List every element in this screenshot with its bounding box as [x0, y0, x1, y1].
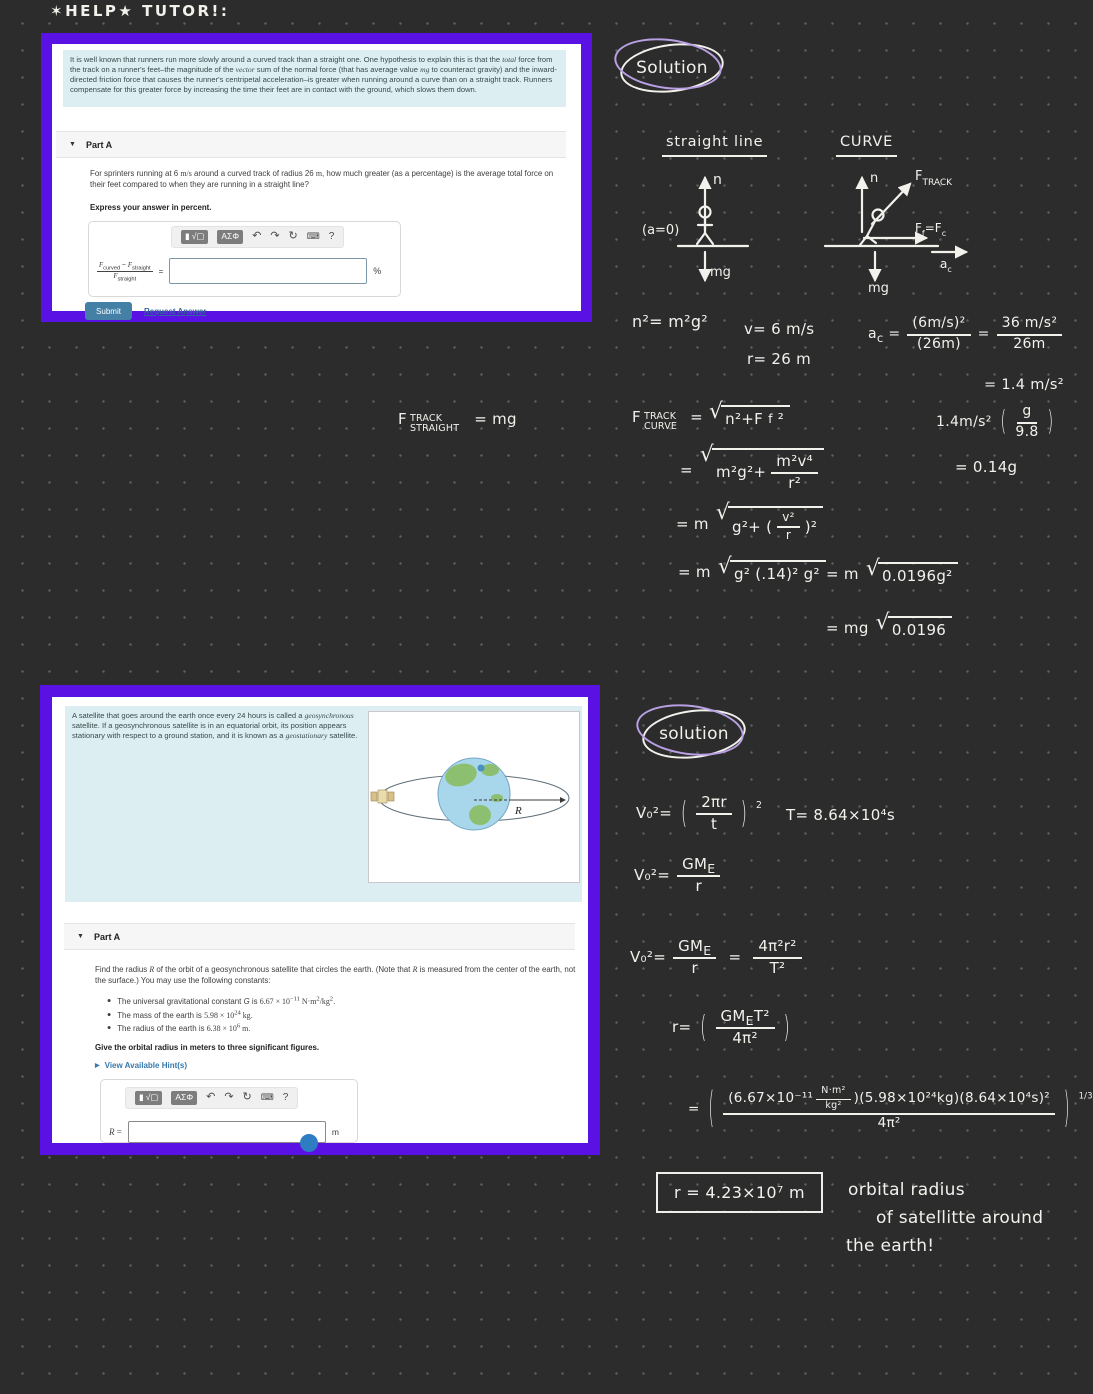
submit-button[interactable]: Submit	[85, 302, 132, 320]
answer-note-line3: the earth!	[846, 1236, 935, 1256]
problem2-answer-area	[100, 1079, 358, 1143]
cutoff-blue-circle	[300, 1134, 318, 1152]
collapse-triangle-icon[interactable]: ▼	[69, 141, 76, 148]
constants-list	[107, 997, 335, 1038]
meters-unit-label: m	[331, 1127, 339, 1137]
equals-sign: =	[158, 266, 164, 276]
filled-square-icon: ▮	[185, 231, 190, 241]
equation-templates-button[interactable]	[181, 230, 208, 244]
r-equals-label: R =	[109, 1127, 122, 1137]
list-item: ● The radius of the earth is $6.38 \times 10^6$ m.	[107, 1022, 251, 1033]
collapse-triangle-icon[interactable]: ▼	[77, 933, 84, 940]
f-track-curve-equation: F TRACK CURVE = √ n²+F f ²	[632, 402, 790, 432]
part-a-label: Part A	[93, 931, 121, 942]
earth-land	[491, 794, 503, 802]
a-equals-zero-label: (a=0)	[642, 223, 680, 238]
bullet-icon: ●	[107, 1024, 112, 1032]
root-template-icon: √▢	[191, 231, 205, 241]
solution1-circled-label: Solution	[620, 44, 724, 92]
equation-toolbar	[125, 1087, 298, 1109]
curve-derivation-line4a: = m √ g² (.14)² g²	[678, 560, 826, 583]
problem2-part-a-header[interactable]	[64, 923, 575, 950]
bullet-icon: ●	[107, 997, 112, 1005]
radius-label: R	[515, 805, 522, 817]
root-template-icon: √▢	[145, 1092, 159, 1102]
problem2-give-instruction: Give the orbital radius in meters to three significant figures.	[95, 1043, 320, 1052]
orbital-velocity-period-equation: V₀²= ( $\frac{2\pi r}{t}$ ) 2	[636, 793, 763, 833]
curve-free-body-diagram	[820, 162, 980, 297]
filled-square-icon: ▮	[139, 1092, 144, 1102]
n-squared-equation: n²= m²g²	[632, 312, 709, 331]
request-answer-link[interactable]: Request Answer	[144, 307, 207, 316]
curve-derivation-line3: = m √ g²+ ( $\frac{\text{v²}}{r}$ )²	[676, 506, 823, 543]
final-answer-box: r = 4.23×10⁷ m	[656, 1172, 823, 1213]
problem1-statement: It is well known that runners run more slowly around a curved track than a straight one. One hypothesis to explain this is that the total force from the track on a runner's feet–the magnitude of the vector sum of the normal force (that has average value mg to counteract gravity) and the inward-directed friction force that causes the runner's centripetal acceleration–is greater when running around a curve than on a straight track. Runners compensate for this greater force by increasing the time their feet are in contact with the ground, which slows them down.	[63, 50, 566, 107]
curve-derivation-line4b: = m √ 0.0196g²	[826, 562, 958, 585]
help-icon[interactable]: ?	[282, 1091, 289, 1103]
mg-label: mg	[868, 281, 889, 296]
earth-land	[469, 805, 491, 825]
answer-row	[97, 258, 381, 284]
problem2-statement-text: A satellite that goes around the earth once every 24 hours is called a geosynchronous satellite. If a geosynchronous satellite is in an equatorial orbit, its position appears stationary with respect to a ground station, and it is known as a geostationary satellite.	[72, 711, 358, 740]
n-label: n	[713, 172, 722, 188]
problem1-answer-area	[88, 221, 401, 297]
hint-triangle-icon: ▶	[95, 1063, 100, 1069]
greek-symbols-button[interactable]: ΑΣΦ	[217, 230, 243, 244]
solution2-circled-label: solution	[642, 710, 746, 758]
given-velocity: v= 6 m/s	[744, 320, 815, 338]
orbital-velocity-gravity-equation: V₀²= $\frac{GM_E}{r}$	[634, 856, 720, 895]
force-ratio-label: $\frac{F_{curved} - F_{straight}}{F_{straight}}$	[99, 261, 151, 282]
n-label: n	[870, 171, 879, 186]
redo-icon[interactable]: ↷	[224, 1091, 234, 1104]
given-radius: r= 26 m	[747, 350, 812, 368]
percent-sign: %	[373, 266, 382, 276]
keyboard-icon[interactable]: ⌨	[306, 231, 320, 242]
centripetal-acceleration-equation: $a_c$ = $\frac{\text{(6m/s)²}}{(26m)}$ = $\frac{\text{36 m/s²}}{26m}$	[868, 316, 1062, 352]
problem-card-runners	[41, 33, 592, 322]
reset-icon[interactable]: ↻	[242, 1091, 252, 1104]
list-item: ● The mass of the earth is $5.98 \times 10^{24}$ kg.	[107, 1008, 253, 1020]
satellite-icon	[371, 790, 394, 803]
accel-result: = 1.4 m/s²	[984, 377, 1064, 393]
curve-derivation-line2: = √ m²g²+ $\frac{\text{m²v⁴}}{\text{r²}}$	[680, 448, 824, 492]
redo-icon[interactable]: ↷	[270, 230, 280, 243]
earth-lake	[478, 765, 485, 772]
equation-toolbar	[171, 226, 344, 248]
straight-line-free-body-diagram	[640, 162, 765, 292]
accel-in-g-conversion: 1.4m/s² ( $\frac{g}{9.8}$ )	[936, 403, 1054, 440]
radius-answer-input[interactable]	[128, 1121, 326, 1143]
view-hints-link[interactable]: ▶ View Available Hint(s)	[95, 1061, 188, 1070]
straight-line-heading: straight line	[662, 134, 767, 157]
friction-equals-centripetal-label: $F_f=F_c$	[915, 221, 947, 238]
reset-icon[interactable]: ↻	[288, 230, 298, 243]
combined-equation: V₀²= $\frac{GM_E}{r}$ = $\frac{\text{4π²r²}}{\text{T²}}$	[630, 938, 802, 977]
answer-note-line2: of satellitte around	[876, 1208, 1044, 1228]
orbit-diagram	[369, 712, 579, 882]
list-item: ● The universal gravitational constant G is $6.67 \times 10^{-11}$ $N\cdot m^2/kg^2$.	[107, 995, 336, 1006]
greek-symbols-button[interactable]: ΑΣΦ	[171, 1091, 197, 1105]
radius-isolated-equation: r= ( $\frac{GM_ET^2}{\text{4π²}}$ )	[672, 1007, 790, 1047]
mg-label: mg	[710, 265, 731, 280]
help-icon[interactable]: ?	[328, 230, 335, 242]
part-a-label: Part A	[85, 139, 113, 150]
bullet-icon: ●	[107, 1011, 112, 1018]
circle-scribble-purple	[633, 699, 746, 762]
satellite-orbit-figure	[368, 711, 580, 883]
curve-heading: CURVE	[836, 134, 897, 157]
equation-templates-button[interactable]	[135, 1091, 162, 1105]
problem1-part-a-header[interactable]	[56, 131, 566, 158]
problem-card-satellite	[40, 685, 600, 1155]
track-force-arrow	[872, 184, 910, 224]
problem1-express-instruction: Express your answer in percent.	[90, 203, 212, 212]
answer-note-line1: orbital radius	[848, 1180, 965, 1200]
radius-numeric-substitution: = ( (6.67×10⁻¹¹ $\frac{\text{N·m²}}{\text{kg²}}$ )(5.98×10²⁴kg)(8.64×10⁴s)² 4π² ) 1/3	[688, 1083, 1093, 1134]
f-track-straight-equation: F TRACK STRAIGHT = mg	[398, 409, 517, 434]
undo-icon[interactable]: ↶	[206, 1091, 216, 1104]
problem2-question: Find the radius R of the orbit of a geosynchronous satellite that circles the earth. (Note that R is measured from the center of the earth, not the surface.) You may use the following constants:	[95, 965, 576, 985]
curve-derivation-result: = mg √ 0.0196	[826, 616, 952, 639]
problem1-question: For sprinters running at 6 m/s around a curved track of radius 26 m, how much greater (as a percentage) is the average total force on their feet compared to when they are running in a straight line?	[90, 169, 554, 189]
f-track-label: $F_{TRACK}$	[915, 169, 953, 188]
period-value: T= 8.64×10⁴s	[786, 806, 895, 824]
page-title: ✶HELP★ TUTOR!:	[50, 2, 230, 20]
accel-in-g-result: = 0.14g	[955, 458, 1018, 476]
undo-icon[interactable]: ↶	[252, 230, 262, 243]
keyboard-icon[interactable]: ⌨	[260, 1092, 274, 1103]
circle-scribble-purple	[611, 33, 724, 96]
percent-answer-input[interactable]	[169, 258, 367, 284]
centripetal-accel-label: $a_c$	[940, 257, 952, 274]
